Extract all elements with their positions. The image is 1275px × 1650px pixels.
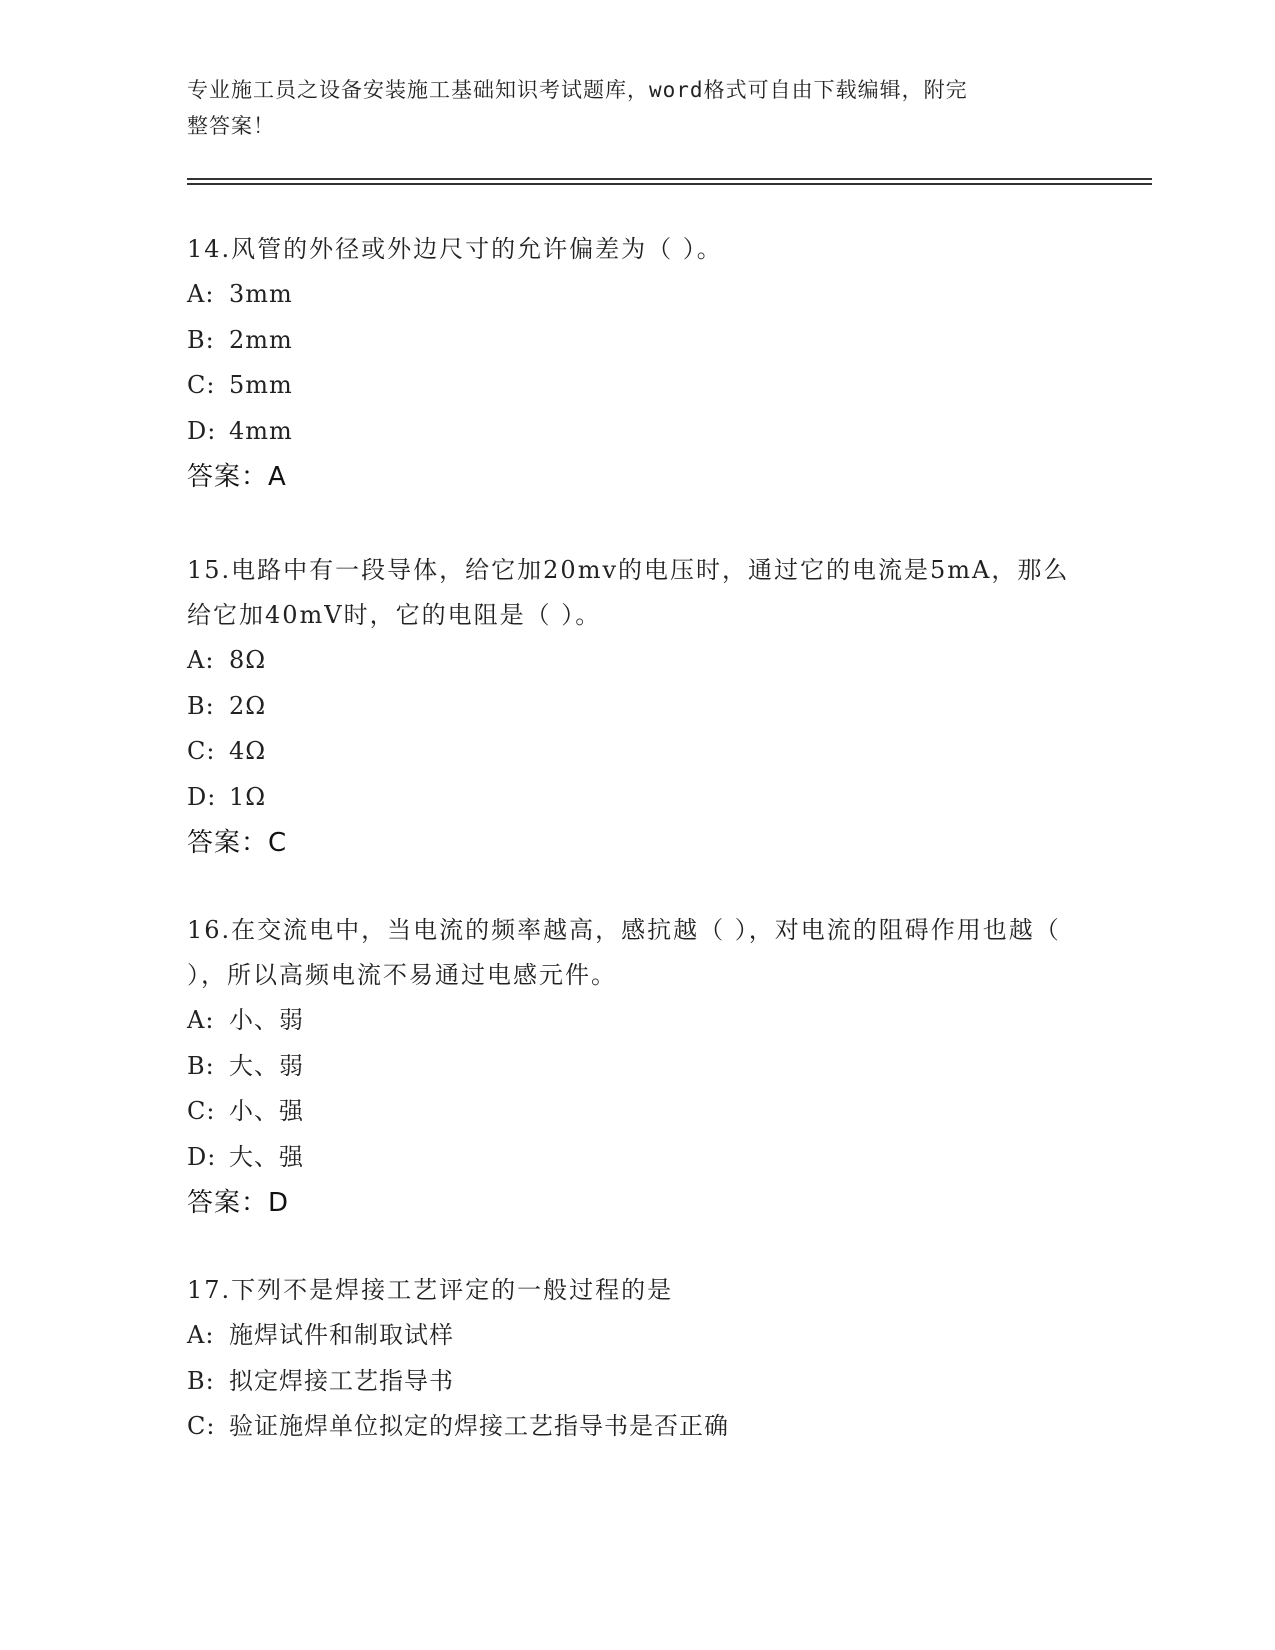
- question-16: [187, 908, 1087, 1226]
- option-b: [187, 318, 1087, 364]
- header-divider-top: [187, 178, 1152, 180]
- option-b: [187, 1044, 1087, 1090]
- option-letter: C:: [187, 1412, 216, 1440]
- option-letter: A:: [187, 280, 215, 308]
- option-text: 5mm: [229, 371, 293, 399]
- option-text: 施焊试件和制取试样: [229, 1321, 454, 1349]
- option-text: 拟定焊接工艺指导书: [229, 1366, 454, 1395]
- option-letter: B:: [187, 691, 215, 720]
- option-c: [187, 1089, 1087, 1135]
- question-stem: 17.下列不是焊接工艺评定的一般过程的是: [187, 1276, 674, 1304]
- option-letter: C:: [187, 737, 216, 765]
- option-c: [187, 1404, 1087, 1450]
- answer-line: 答案：D: [187, 1188, 290, 1218]
- option-text: 8Ω: [229, 646, 267, 674]
- option-c: [187, 363, 1087, 409]
- option-text: 3mm: [229, 280, 293, 308]
- option-text: 大、强: [229, 1142, 304, 1171]
- option-letter: C:: [187, 371, 216, 399]
- option-letter: B:: [187, 1366, 215, 1395]
- question-15: [187, 548, 1087, 866]
- option-a: [187, 638, 1087, 684]
- option-a: [187, 272, 1087, 318]
- option-a: [187, 998, 1087, 1044]
- option-text: 大、弱: [229, 1051, 304, 1080]
- option-a: [187, 1313, 1087, 1359]
- option-text: 小、弱: [229, 1006, 304, 1034]
- question-stem: 14.风管的外径或外边尺寸的允许偏差为（ ）。: [187, 235, 723, 263]
- option-d: [187, 1135, 1087, 1181]
- question-stem: 15.电路中有一段导体，给它加20mv的电压时，通过它的电流是5mA，那么给它加40mV时，它的电阻是（ ）。: [187, 556, 1070, 629]
- option-text: 2Ω: [229, 691, 267, 720]
- option-text: 1Ω: [229, 782, 267, 811]
- option-d: [187, 775, 1087, 821]
- question-14: [187, 227, 1087, 500]
- option-text: 小、强: [229, 1097, 304, 1125]
- option-c: [187, 729, 1087, 775]
- option-text: 2mm: [229, 325, 293, 354]
- option-b: [187, 1359, 1087, 1405]
- option-letter: D:: [187, 416, 217, 445]
- option-text: 4mm: [229, 416, 293, 445]
- document-header: [187, 72, 1067, 144]
- option-letter: C:: [187, 1097, 216, 1125]
- option-letter: A:: [187, 1321, 215, 1349]
- answer-line: 答案：C: [187, 828, 288, 858]
- option-letter: B:: [187, 1051, 215, 1080]
- answer-line: 答案：A: [187, 462, 287, 492]
- option-letter: D:: [187, 1142, 217, 1171]
- question-stem: 16.在交流电中，当电流的频率越高，感抗越（ ），对电流的阻碍作用也越（ ），所以高频电流不易通过电感元件。: [187, 916, 1061, 989]
- option-text: 验证施焊单位拟定的焊接工艺指导书是否正确: [229, 1412, 729, 1440]
- option-d: [187, 409, 1087, 455]
- option-letter: D:: [187, 782, 217, 811]
- header-line-2: 整答案！: [187, 114, 275, 138]
- option-letter: B:: [187, 325, 215, 354]
- option-letter: A:: [187, 646, 215, 674]
- header-divider-bottom: [187, 183, 1152, 185]
- question-17: [187, 1268, 1087, 1450]
- header-line-1: 专业施工员之设备安装施工基础知识考试题库，word格式可自由下载编辑，附完: [187, 78, 968, 102]
- option-b: [187, 684, 1087, 730]
- option-letter: A:: [187, 1006, 215, 1034]
- option-text: 4Ω: [229, 737, 267, 765]
